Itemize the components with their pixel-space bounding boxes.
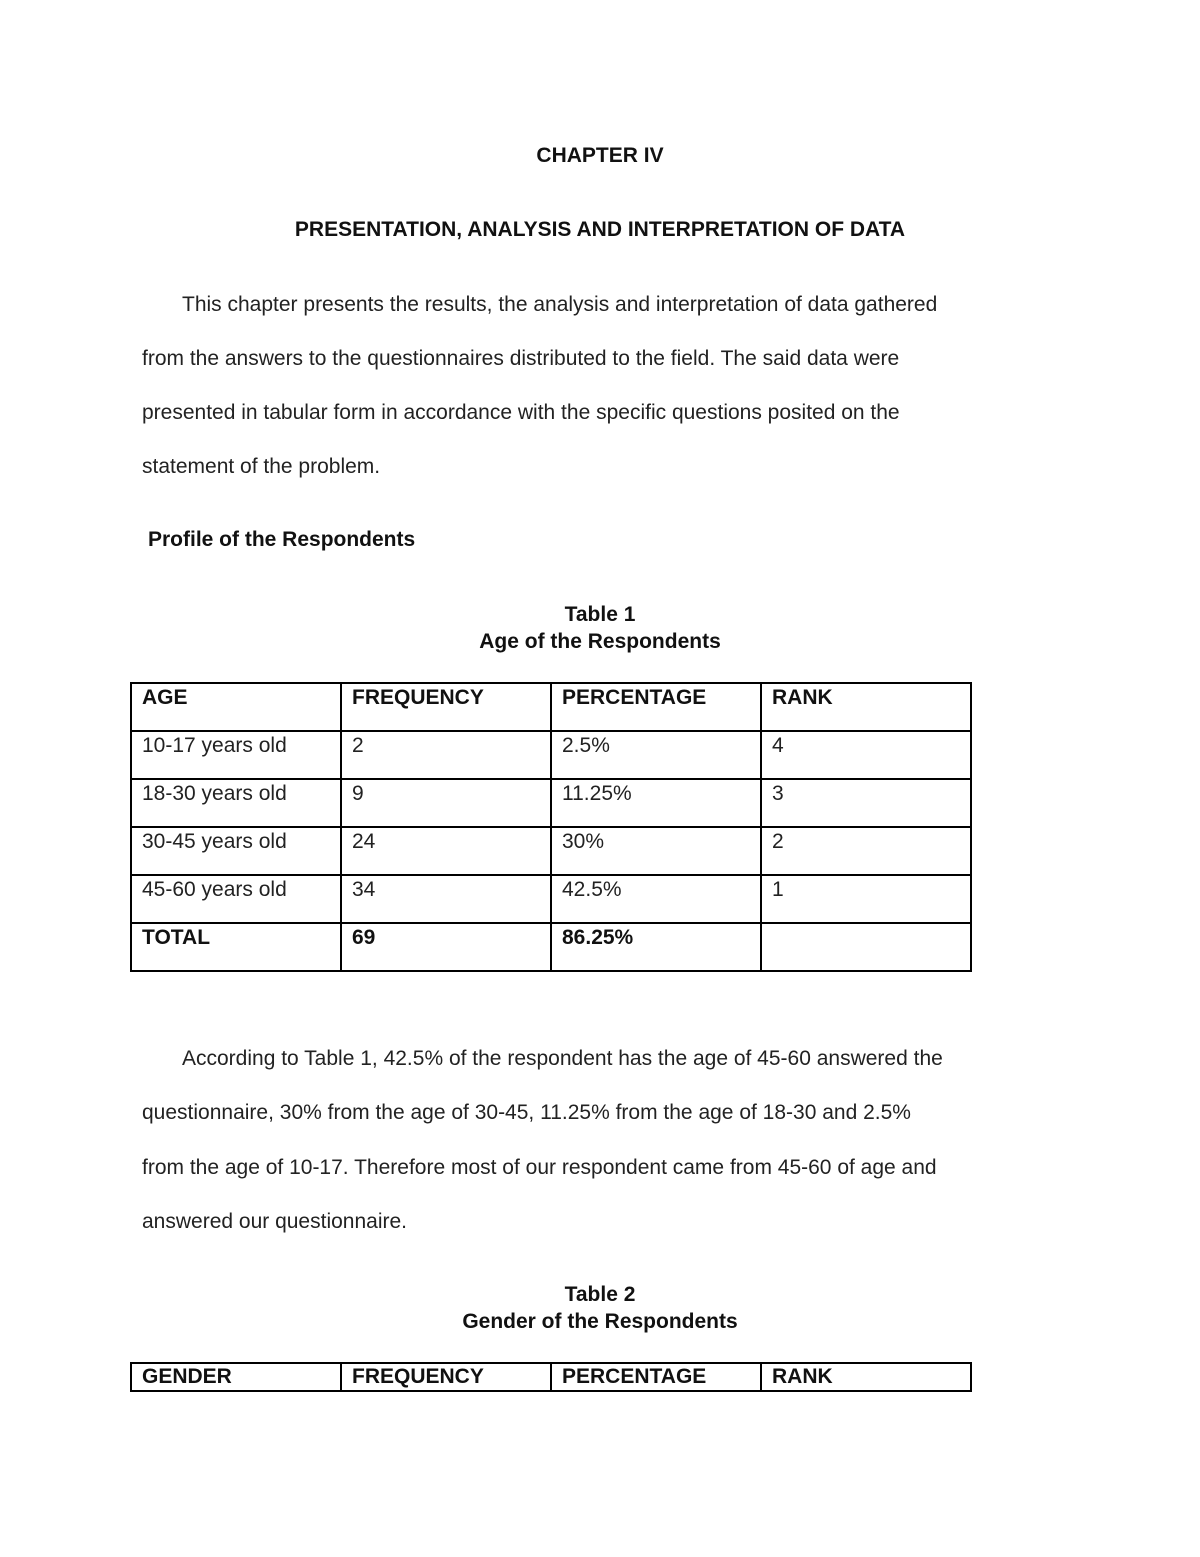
table-cell: 2.5% — [551, 731, 761, 779]
paragraph-line: answered our questionnaire. — [142, 1210, 408, 1233]
table1-caption: Age of the Respondents — [479, 630, 721, 653]
header-cell: RANK — [761, 683, 971, 731]
age-table — [130, 682, 972, 972]
table-cell: 10-17 years old — [131, 731, 341, 779]
paragraph-line: According to Table 1, 42.5% of the respondent has the age of 45-60 answered the — [182, 1047, 943, 1070]
header-cell: AGE — [131, 683, 341, 731]
table-row — [131, 779, 971, 827]
total-cell: 86.25% — [551, 923, 761, 971]
paragraph-line: statement of the problem. — [142, 455, 381, 478]
header-cell: FREQUENCY — [341, 1363, 551, 1391]
table-header-row — [131, 1363, 971, 1391]
table-cell: 24 — [341, 827, 551, 875]
table-row — [131, 827, 971, 875]
total-cell: 69 — [341, 923, 551, 971]
table-cell: 9 — [341, 779, 551, 827]
table-cell: 18-30 years old — [131, 779, 341, 827]
header-cell: PERCENTAGE — [551, 1363, 761, 1391]
table-cell: 30% — [551, 827, 761, 875]
table-cell: 42.5% — [551, 875, 761, 923]
table-cell: 11.25% — [551, 779, 761, 827]
table-cell: 45-60 years old — [131, 875, 341, 923]
table-cell: 2 — [341, 731, 551, 779]
table-header-row — [131, 683, 971, 731]
header-cell: PERCENTAGE — [551, 683, 761, 731]
table1-label: Table 1 — [564, 603, 636, 626]
table-cell: 3 — [761, 779, 971, 827]
table2-label: Table 2 — [564, 1283, 636, 1306]
gender-table — [130, 1362, 972, 1392]
paragraph-line: This chapter presents the results, the analysis and interpretation of data gathered — [182, 293, 938, 316]
table-cell: 2 — [761, 827, 971, 875]
paragraph-line: questionnaire, 30% from the age of 30-45, 11.25% from the age of 18-30 and 2.5% — [142, 1101, 911, 1124]
total-cell — [761, 923, 971, 971]
section-heading: Profile of the Respondents — [148, 528, 416, 551]
table-cell: 1 — [761, 875, 971, 923]
header-cell: GENDER — [131, 1363, 341, 1391]
table-cell: 34 — [341, 875, 551, 923]
total-cell: TOTAL — [131, 923, 341, 971]
table-cell: 30-45 years old — [131, 827, 341, 875]
table-cell: 4 — [761, 731, 971, 779]
header-cell: RANK — [761, 1363, 971, 1391]
paragraph-line: from the answers to the questionnaires distributed to the field. The said data were — [142, 347, 900, 370]
table-total-row — [131, 923, 971, 971]
paragraph-line: presented in tabular form in accordance with the specific questions posited on the — [142, 401, 900, 424]
chapter-title: PRESENTATION, ANALYSIS AND INTERPRETATION OF DATA — [294, 218, 906, 241]
header-cell: FREQUENCY — [341, 683, 551, 731]
chapter-number: CHAPTER IV — [536, 144, 664, 167]
table-row — [131, 731, 971, 779]
paragraph-line: from the age of 10-17. Therefore most of our respondent came from 45-60 of age and — [142, 1156, 937, 1179]
table2-caption: Gender of the Respondents — [462, 1310, 738, 1333]
table-row — [131, 875, 971, 923]
